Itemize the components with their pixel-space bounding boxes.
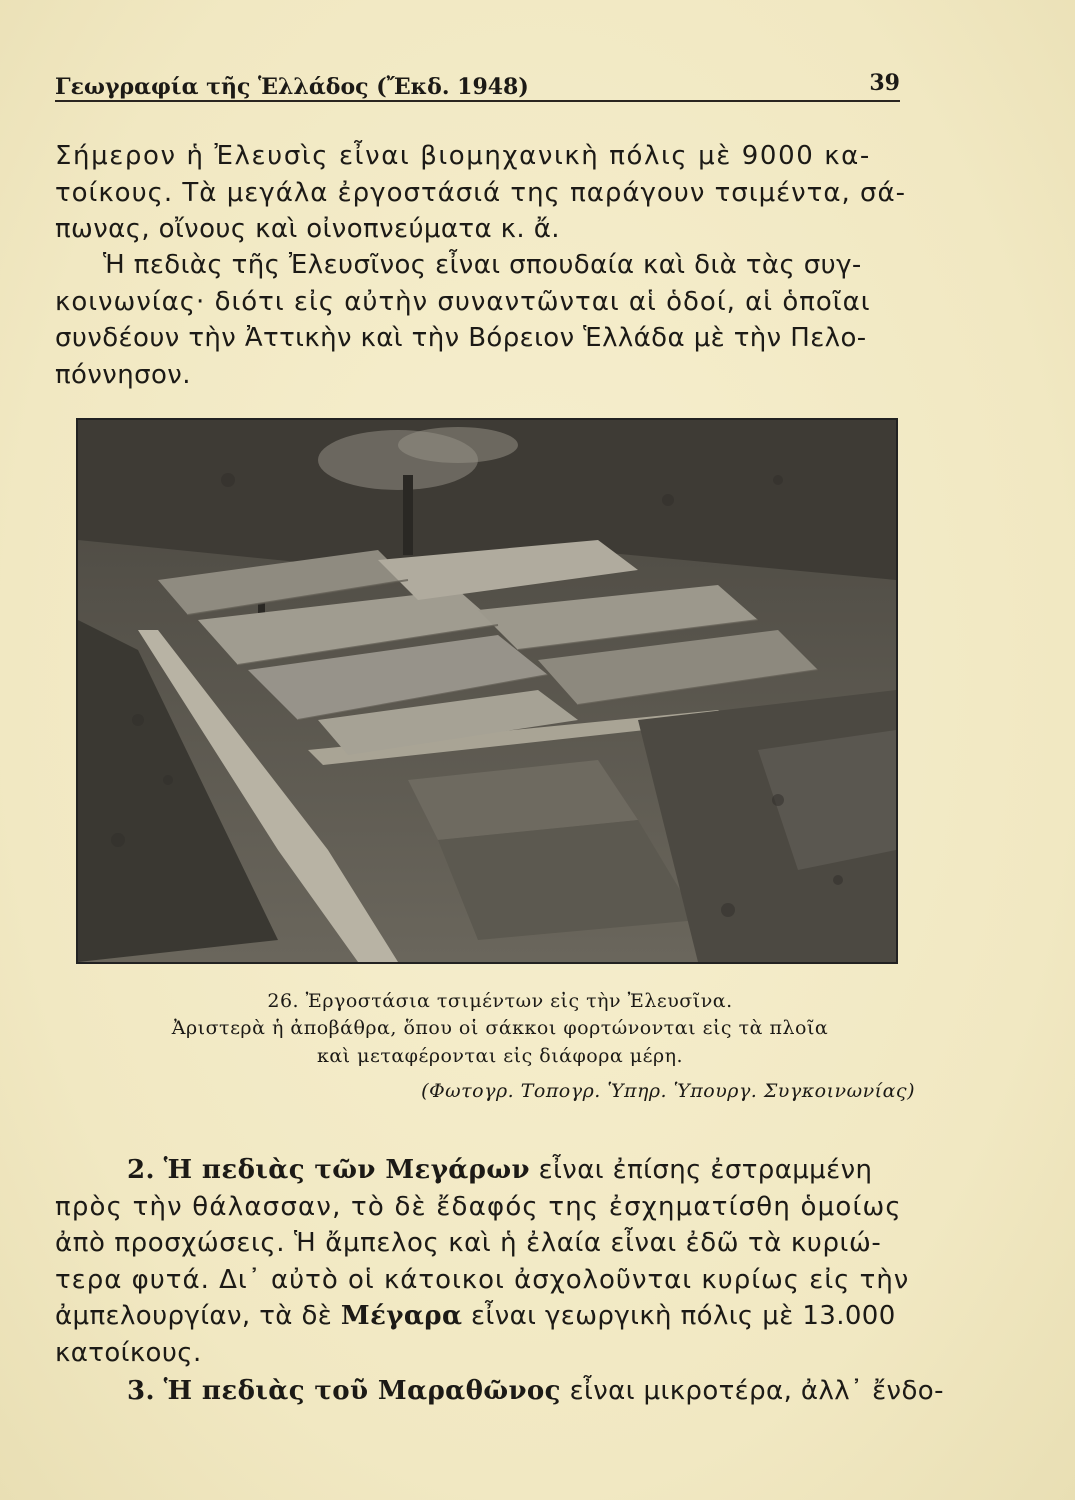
- section-number: 3.: [127, 1376, 155, 1406]
- caption-title: 26. Ἐργοστάσια τσιμέντων εἰς τὴν Ἐλευσῖνα.: [267, 990, 733, 1012]
- text-line: [55, 1373, 944, 1410]
- running-header: [55, 70, 900, 100]
- caption-line: Ἀριστερὰ ἡ ἀποβάθρα, ὅπου οἱ σάκκοι φορτώνονται εἰς τὰ πλοῖα: [171, 1017, 829, 1039]
- text-line: τερα φυτά. Δι᾿ αὐτὸ οἱ κάτοικοι ἀσχολοῦνται κυρίως εἰς τὴν: [55, 1264, 910, 1295]
- header-rule: [55, 100, 900, 102]
- section-heading: Ἡ πεδιὰς τοῦ Μαραθῶνος: [163, 1376, 561, 1406]
- paragraph-eleusis-transport: [55, 247, 905, 393]
- text-fragment: εἶναι ἐπίσης ἐστραμμένη: [538, 1155, 873, 1185]
- section-heading: Ἡ πεδιὰς τῶν Μεγάρων: [163, 1155, 530, 1185]
- caption-credit: (Φωτογρ. Τοπογρ. Ὑπηρ. Ὑπουργ. Συγκοινωνίας): [421, 1080, 915, 1102]
- text-line: πόννησον.: [55, 359, 191, 390]
- page-number: 39: [869, 70, 900, 96]
- section-number: 2.: [127, 1155, 155, 1185]
- text-line: Ἡ πεδιὰς τῆς Ἐλευσῖνος εἶναι σπουδαία καὶ διὰ τὰς συγ-: [103, 250, 862, 280]
- text-line: τοίκους. Τὰ μεγάλα ἐργοστάσιά της παράγουν τσιμέντα, σά-: [55, 177, 907, 208]
- text-fragment: εἶναι γεωργικὴ πόλις μὲ 13.000: [471, 1301, 896, 1331]
- text-line: ἀπὸ προσχώσεις. Ἡ ἄμπελος καὶ ἡ ἐλαία εἶναι ἐδῶ τὰ κυριώ-: [55, 1228, 882, 1258]
- text-line: κοινωνίας· διότι εἰς αὐτὴν συναντῶνται αἱ ὁδοί, αἱ ὁποῖαι: [55, 286, 871, 317]
- running-title: Γεωγραφία τῆς Ἑλλάδος (Ἔκδ. 1948): [55, 74, 529, 100]
- text-line: κατοίκους.: [55, 1337, 202, 1368]
- text-line: [55, 1298, 905, 1335]
- paragraph-eleusis-industry: [55, 138, 905, 248]
- text-line: Σήμερον ἡ Ἐλευσὶς εἶναι βιομηχανικὴ πόλις μὲ 9000 κα-: [55, 141, 871, 171]
- text-line: πωνας, οἴνους καὶ οἰνοπνεύματα κ. ἄ.: [55, 214, 560, 244]
- section-megara: [55, 1152, 910, 1371]
- place-name-megara: Μέγαρα: [340, 1301, 463, 1331]
- text-line: πρὸς τὴν θάλασσαν, τὸ δὲ ἔδαφός της ἐσχηματίσθη ὁμοίως: [55, 1191, 902, 1222]
- section-marathon: [55, 1373, 944, 1410]
- caption-line: καὶ μεταφέρονται εἰς διάφορα μέρη.: [316, 1045, 684, 1067]
- text-line: συνδέουν τὴν Ἀττικὴν καὶ τὴν Βόρειον Ἑλλάδα μὲ τὴν Πελο-: [55, 323, 867, 353]
- factory-photo: [76, 418, 898, 964]
- text-fragment: ἀμπελουργίαν, τὰ δὲ: [55, 1301, 333, 1331]
- text-line: [55, 1152, 905, 1189]
- factory-photo-icon: [78, 420, 896, 962]
- text-fragment: εἶναι μικροτέρα, ἀλλ᾿ ἔνδο-: [569, 1376, 944, 1406]
